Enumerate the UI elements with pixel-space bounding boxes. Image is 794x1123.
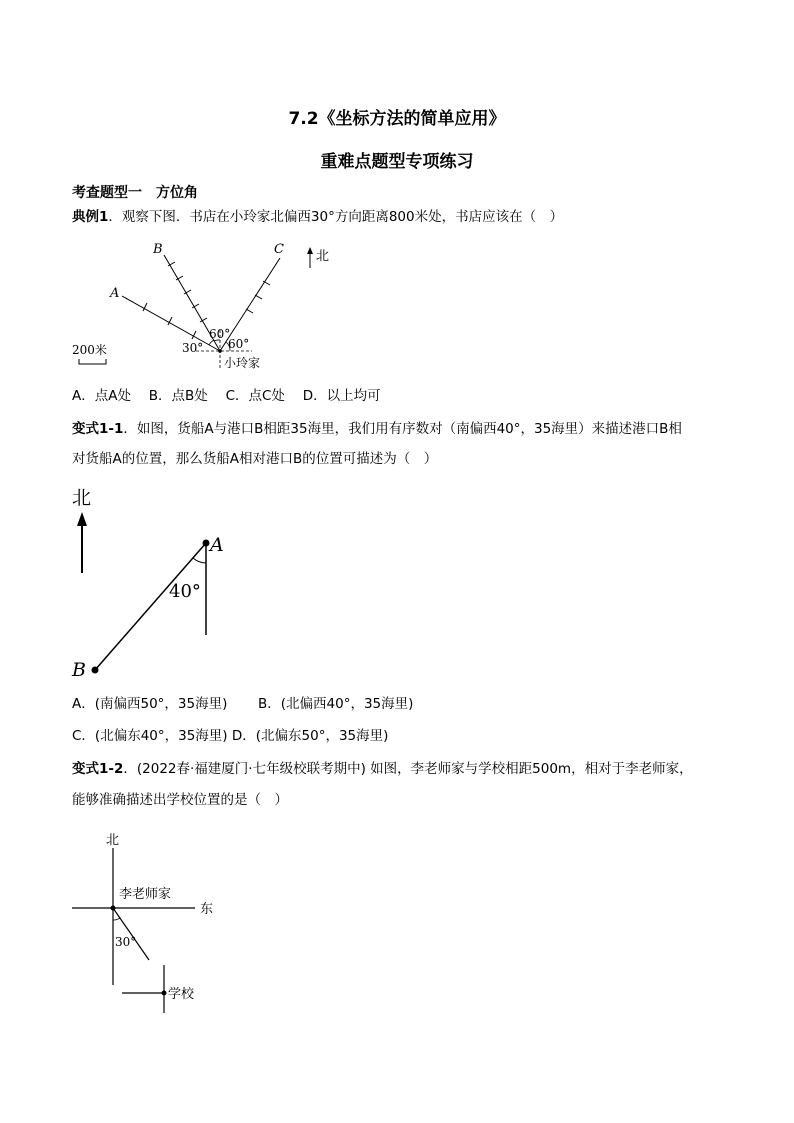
label-angle-60-right: 60°	[228, 337, 250, 351]
label-angle-60-left: 60°	[209, 327, 231, 341]
example1-options: A．点A处 B．点B处 C．点C处 D．以上均可	[72, 388, 381, 404]
option-c: C．(北偏东40°，35海里)	[72, 728, 228, 744]
option-a: A．(南偏西50°，35海里)	[72, 696, 228, 712]
label-north: 北	[106, 833, 120, 848]
direction-ray	[113, 908, 149, 960]
label-angle-30: 30°	[182, 341, 204, 355]
option-d: D．(北偏东50°，35海里)	[231, 728, 389, 744]
label-point-b: B	[153, 242, 163, 257]
example1-label: 典例1	[72, 209, 109, 225]
label-point-a: A	[110, 286, 120, 301]
label-east: 东	[200, 902, 214, 917]
section-heading: 考查题型一 方位角	[72, 185, 198, 201]
option-b: B．(北偏西40°，35海里)	[257, 696, 414, 712]
variant1-2-text: ．(2022春·福建厦门·七年级校联考期中) 如图，李老师家与学校相距500m，相对于李老师家，	[123, 761, 693, 777]
variant1-1-label: 变式1-1	[72, 421, 124, 437]
variant1-1-question-line2: 对货船A的位置，那么货船A相对港口B的位置可描述为（ ）	[72, 451, 438, 467]
page-subtitle: 重难点题型专项练习	[320, 152, 474, 172]
variant1-2-label: 变式1-2	[72, 761, 124, 777]
label-home: 李老师家	[119, 887, 172, 902]
label-point-c: C	[274, 242, 284, 257]
label-north: 北	[72, 487, 92, 509]
page-title: 7.2《坐标方法的简单应用》	[288, 109, 506, 129]
label-scale: 200米	[72, 343, 107, 357]
label-point-a: A	[210, 534, 224, 556]
label-angle-30: 30°	[115, 935, 137, 949]
angle-arc	[113, 918, 120, 920]
label-angle-40: 40°	[169, 581, 201, 602]
label-point-b: B	[72, 659, 86, 681]
variant1-1-text: ．如图，货船A与港口B相距35海里，我们用有序数对（南偏西40°，35海里）来描述港口B相	[123, 421, 682, 437]
school-point	[162, 991, 167, 996]
label-home: 小玲家	[224, 356, 261, 370]
variant1-2-question-line2: 能够准确描述出学校位置的是（ ）	[72, 792, 288, 808]
label-school: 学校	[168, 987, 195, 1002]
example1-text: ．观察下图．书店在小玲家北偏西30°方向距离800米处，书店应该在（ ）	[108, 209, 564, 225]
label-north: 北	[316, 249, 330, 264]
